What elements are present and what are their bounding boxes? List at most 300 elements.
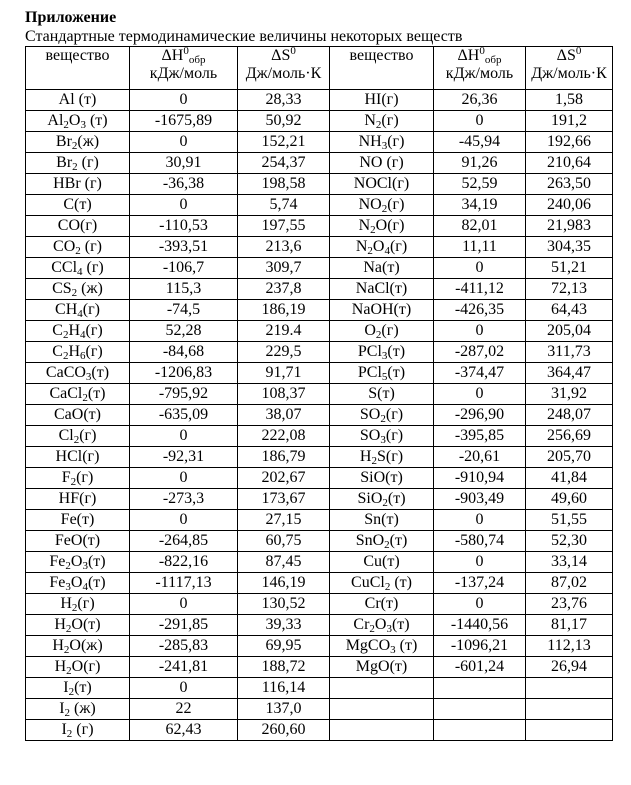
formula-part: (т) bbox=[387, 490, 406, 507]
formula-subscript: 2 bbox=[65, 560, 71, 572]
formula-part: NH bbox=[358, 133, 382, 150]
enthalpy-cell-left: 22 bbox=[130, 699, 238, 720]
formula-subscript: 2 bbox=[66, 728, 73, 740]
formula-subscript: 2 bbox=[63, 119, 69, 131]
entropy-cell-left: 91,71 bbox=[238, 363, 330, 384]
substance-cell-left bbox=[26, 510, 130, 531]
substance-cell-left bbox=[26, 699, 130, 720]
formula-part: SiO bbox=[357, 490, 383, 507]
table-row bbox=[26, 657, 613, 678]
substance-cell-left bbox=[26, 447, 130, 468]
entropy-cell-right: 112,13 bbox=[526, 636, 613, 657]
formula-part: SnO bbox=[355, 532, 385, 549]
entropy-cell-left: 254,37 bbox=[238, 153, 330, 174]
formula-part: H bbox=[60, 595, 72, 612]
formula-part: O bbox=[372, 238, 385, 255]
formula-part: CO(г) bbox=[57, 217, 98, 234]
formula-part: SiO(т) bbox=[360, 469, 403, 486]
table-row bbox=[26, 174, 613, 195]
formula-part: N bbox=[355, 238, 368, 255]
enthalpy-cell-left: 0 bbox=[130, 90, 238, 111]
formula-part: O(т) bbox=[71, 616, 101, 633]
formula-part: Br bbox=[56, 154, 73, 171]
dh-sub: обр bbox=[188, 54, 206, 66]
formula-subscript: 3 bbox=[381, 140, 388, 152]
formula-subscript: 2 bbox=[62, 350, 69, 362]
table-row bbox=[26, 258, 613, 279]
enthalpy-cell-left: 0 bbox=[130, 195, 238, 216]
enthalpy-cell-left: -36,38 bbox=[130, 174, 238, 195]
entropy-cell-left: 213,6 bbox=[238, 237, 330, 258]
substance-cell-left bbox=[26, 531, 130, 552]
table-row bbox=[26, 552, 613, 573]
table-row bbox=[26, 615, 613, 636]
entropy-cell-right: 248,07 bbox=[526, 405, 613, 426]
substance-cell-right bbox=[330, 237, 434, 258]
entropy-cell-right bbox=[526, 678, 613, 699]
substance-cell-right bbox=[330, 363, 434, 384]
header-substance-label: вещество bbox=[349, 47, 414, 64]
formula-part: N bbox=[358, 217, 371, 234]
formula-part: I bbox=[63, 679, 69, 696]
formula-part: S(т) bbox=[368, 385, 395, 402]
substance-cell-left bbox=[26, 279, 130, 300]
enthalpy-cell-left: 62,43 bbox=[130, 720, 238, 741]
formula-part: I bbox=[61, 721, 67, 738]
formula-part: O bbox=[70, 574, 83, 591]
substance-cell-left bbox=[26, 153, 130, 174]
substance-cell-right bbox=[330, 552, 434, 573]
formula-part: HCl(г) bbox=[55, 448, 100, 465]
formula-part: MgO(т) bbox=[355, 658, 408, 675]
formula-subscript: 4 bbox=[80, 329, 86, 341]
formula-part: (ж) bbox=[77, 133, 100, 150]
formula-part: PCl bbox=[357, 343, 382, 360]
header-substance-right bbox=[330, 47, 434, 90]
substance-cell-left bbox=[26, 594, 130, 615]
formula-part: (г) bbox=[385, 427, 404, 444]
substance-cell-right bbox=[330, 594, 434, 615]
substance-cell-right bbox=[330, 426, 434, 447]
enthalpy-cell-right: -910,94 bbox=[434, 468, 526, 489]
header-ds-left bbox=[238, 47, 330, 90]
enthalpy-cell-left: 0 bbox=[130, 678, 238, 699]
formula-part: N bbox=[364, 112, 376, 129]
enthalpy-cell-left: -1675,89 bbox=[130, 111, 238, 132]
formula-part: NOCl(г) bbox=[353, 175, 410, 192]
table-row bbox=[26, 678, 613, 699]
header-dh-unit: кДж/моль bbox=[445, 65, 514, 82]
dh-sup: 0 bbox=[479, 46, 485, 57]
entropy-cell-left: 186,19 bbox=[238, 300, 330, 321]
substance-cell-left bbox=[26, 636, 130, 657]
enthalpy-cell-left: 52,28 bbox=[130, 321, 238, 342]
substance-cell-right bbox=[330, 258, 434, 279]
formula-subscript: 2 bbox=[370, 224, 376, 236]
entropy-cell-left: 28,33 bbox=[238, 90, 330, 111]
formula-part: O bbox=[70, 553, 83, 570]
enthalpy-cell-right: -580,74 bbox=[434, 531, 526, 552]
enthalpy-cell-right: 0 bbox=[434, 321, 526, 342]
enthalpy-cell-right: -374,47 bbox=[434, 363, 526, 384]
formula-part: (т) bbox=[391, 616, 410, 633]
entropy-cell-right: 311,73 bbox=[526, 342, 613, 363]
formula-subscript: 3 bbox=[82, 560, 88, 572]
enthalpy-cell-left: -241,81 bbox=[130, 657, 238, 678]
formula-part: H bbox=[68, 343, 80, 360]
formula-part: H bbox=[68, 322, 80, 339]
formula-part: NaCl(т) bbox=[355, 280, 408, 297]
formula-subscript: 2 bbox=[384, 581, 391, 593]
substance-cell-right bbox=[330, 489, 434, 510]
entropy-cell-left: 69,95 bbox=[238, 636, 330, 657]
entropy-cell-right: 205,70 bbox=[526, 447, 613, 468]
formula-part: Fe bbox=[49, 574, 66, 591]
enthalpy-cell-left: 0 bbox=[130, 426, 238, 447]
substance-cell-right bbox=[330, 195, 434, 216]
formula-subscript: 3 bbox=[380, 434, 386, 446]
formula-part: NO bbox=[358, 196, 382, 213]
entropy-cell-right: 72,13 bbox=[526, 279, 613, 300]
substance-cell-right bbox=[330, 615, 434, 636]
table-row bbox=[26, 447, 613, 468]
formula-subscript: 4 bbox=[82, 581, 88, 593]
entropy-cell-left: 222,08 bbox=[238, 426, 330, 447]
entropy-cell-left: 237,8 bbox=[238, 279, 330, 300]
entropy-cell-left: 309,7 bbox=[238, 258, 330, 279]
table-row bbox=[26, 573, 613, 594]
enthalpy-cell-left: -795,92 bbox=[130, 384, 238, 405]
substance-cell-right bbox=[330, 132, 434, 153]
formula-subscript: 2 bbox=[62, 329, 69, 341]
formula-part: (т) bbox=[387, 343, 406, 360]
substance-cell-left bbox=[26, 195, 130, 216]
formula-part: CCl bbox=[51, 259, 78, 276]
entropy-cell-right: 81,17 bbox=[526, 615, 613, 636]
entropy-cell-left: 130,52 bbox=[238, 594, 330, 615]
formula-part: (т) bbox=[74, 679, 92, 696]
formula-part: H bbox=[359, 448, 372, 465]
formula-subscript: 2 bbox=[68, 686, 75, 698]
formula-subscript: 2 bbox=[75, 245, 81, 257]
substance-cell-right bbox=[330, 510, 434, 531]
substance-cell-left bbox=[26, 258, 130, 279]
entropy-cell-right: 364,47 bbox=[526, 363, 613, 384]
formula-subscript: 2 bbox=[382, 497, 388, 509]
substance-cell-right bbox=[330, 90, 434, 111]
formula-part: O(г) bbox=[71, 658, 101, 675]
enthalpy-cell-right: 0 bbox=[434, 258, 526, 279]
table-row bbox=[26, 594, 613, 615]
formula-subscript: 3 bbox=[80, 119, 86, 131]
substance-cell-left bbox=[26, 363, 130, 384]
table-row bbox=[26, 300, 613, 321]
formula-subscript: 2 bbox=[82, 392, 88, 404]
formula-subscript: 2 bbox=[66, 665, 72, 677]
enthalpy-cell-left: 0 bbox=[130, 594, 238, 615]
formula-part: (ж) bbox=[77, 280, 103, 297]
enthalpy-cell-right bbox=[434, 678, 526, 699]
formula-part: NO (г) bbox=[359, 154, 404, 171]
entropy-cell-right: 263,50 bbox=[526, 174, 613, 195]
entropy-cell-right: 191,2 bbox=[526, 111, 613, 132]
formula-part: F bbox=[61, 469, 71, 486]
entropy-cell-right: 31,92 bbox=[526, 384, 613, 405]
substance-cell-right bbox=[330, 636, 434, 657]
formula-part: CuCl bbox=[351, 574, 385, 591]
formula-part: CaCl bbox=[49, 385, 83, 402]
formula-part: Al bbox=[47, 112, 64, 129]
formula-part: HF(г) bbox=[58, 490, 97, 507]
substance-cell-left bbox=[26, 384, 130, 405]
formula-part: Cu(т) bbox=[363, 553, 400, 570]
formula-part: HI(г) bbox=[364, 91, 399, 108]
table-header-row bbox=[26, 47, 613, 90]
table-body bbox=[26, 90, 613, 741]
entropy-cell-left: 202,67 bbox=[238, 468, 330, 489]
substance-cell-left bbox=[26, 237, 130, 258]
ds-sup: 0 bbox=[575, 46, 582, 57]
entropy-cell-right: 41,84 bbox=[526, 468, 613, 489]
enthalpy-cell-left: -635,09 bbox=[130, 405, 238, 426]
formula-subscript: 2 bbox=[375, 119, 382, 131]
enthalpy-cell-left: -1117,13 bbox=[130, 573, 238, 594]
enthalpy-cell-right: 0 bbox=[434, 510, 526, 531]
substance-cell-right bbox=[330, 531, 434, 552]
table-row bbox=[26, 699, 613, 720]
substance-cell-right bbox=[330, 699, 434, 720]
substance-cell-right bbox=[330, 216, 434, 237]
header-ds-right bbox=[526, 47, 613, 90]
enthalpy-cell-right: -426,35 bbox=[434, 300, 526, 321]
substance-cell-right bbox=[330, 447, 434, 468]
ds-sup: 0 bbox=[290, 46, 296, 57]
enthalpy-cell-right: -395,85 bbox=[434, 426, 526, 447]
formula-part: S(г) bbox=[376, 448, 404, 465]
enthalpy-cell-right: -903,49 bbox=[434, 489, 526, 510]
table-row bbox=[26, 405, 613, 426]
formula-part: Cr(т) bbox=[364, 595, 399, 612]
enthalpy-cell-left: -92,31 bbox=[130, 447, 238, 468]
entropy-cell-left: 152,21 bbox=[238, 132, 330, 153]
table-row bbox=[26, 363, 613, 384]
entropy-cell-right: 26,94 bbox=[526, 657, 613, 678]
enthalpy-cell-left: -106,7 bbox=[130, 258, 238, 279]
substance-cell-right bbox=[330, 720, 434, 741]
formula-part: CaO(т) bbox=[54, 406, 101, 423]
entropy-cell-right: 52,30 bbox=[526, 531, 613, 552]
header-ds-unit: Дж/моль·К bbox=[245, 65, 322, 82]
substance-cell-left bbox=[26, 489, 130, 510]
formula-part: CaCO bbox=[45, 364, 86, 381]
entropy-cell-right: 87,02 bbox=[526, 573, 613, 594]
formula-part: (т) bbox=[87, 574, 106, 591]
enthalpy-cell-right bbox=[434, 720, 526, 741]
formula-part: (т) bbox=[395, 637, 418, 654]
substance-cell-right bbox=[330, 405, 434, 426]
formula-part: (г) bbox=[385, 406, 404, 423]
enthalpy-cell-right: 0 bbox=[434, 594, 526, 615]
enthalpy-cell-right: -411,12 bbox=[434, 279, 526, 300]
table-row bbox=[26, 636, 613, 657]
table-row bbox=[26, 342, 613, 363]
formula-part: (г) bbox=[80, 238, 102, 255]
substance-cell-left bbox=[26, 174, 130, 195]
header-substance-label: вещество bbox=[45, 47, 110, 64]
entropy-cell-left: 39,33 bbox=[238, 615, 330, 636]
enthalpy-cell-left: -264,85 bbox=[130, 531, 238, 552]
entropy-cell-left: 38,07 bbox=[238, 405, 330, 426]
entropy-cell-right: 210,64 bbox=[526, 153, 613, 174]
enthalpy-cell-right: -601,24 bbox=[434, 657, 526, 678]
header-dh-right bbox=[434, 47, 526, 90]
entropy-cell-right: 64,43 bbox=[526, 300, 613, 321]
substance-cell-right bbox=[330, 468, 434, 489]
formula-part: (г) bbox=[387, 196, 405, 213]
formula-part: O(ж) bbox=[69, 637, 103, 654]
formula-part: Fe bbox=[49, 553, 66, 570]
table-row bbox=[26, 111, 613, 132]
entropy-cell-right bbox=[526, 720, 613, 741]
header-substance-left bbox=[26, 47, 130, 90]
entropy-cell-left: 87,45 bbox=[238, 552, 330, 573]
dh-symbol: ΔH bbox=[457, 47, 480, 64]
substance-cell-right bbox=[330, 279, 434, 300]
formula-part: (т) bbox=[389, 532, 408, 549]
formula-part: (ж) bbox=[70, 700, 96, 717]
table-row bbox=[26, 384, 613, 405]
substance-cell-right bbox=[330, 678, 434, 699]
enthalpy-cell-right: 0 bbox=[434, 111, 526, 132]
enthalpy-cell-left: -273,3 bbox=[130, 489, 238, 510]
formula-part: (г) bbox=[72, 721, 94, 738]
header-dh-symbol bbox=[434, 47, 525, 65]
substance-cell-left bbox=[26, 615, 130, 636]
entropy-cell-right: 51,21 bbox=[526, 258, 613, 279]
enthalpy-cell-left: -285,83 bbox=[130, 636, 238, 657]
entropy-cell-right: 205,04 bbox=[526, 321, 613, 342]
enthalpy-cell-right: 52,59 bbox=[434, 174, 526, 195]
formula-part: Cr bbox=[353, 616, 370, 633]
dh-symbol: ΔH bbox=[161, 47, 184, 64]
enthalpy-cell-right: 0 bbox=[434, 552, 526, 573]
formula-subscript: 2 bbox=[65, 623, 72, 635]
entropy-cell-right: 240,06 bbox=[526, 195, 613, 216]
enthalpy-cell-right: 26,36 bbox=[434, 90, 526, 111]
substance-cell-right bbox=[330, 174, 434, 195]
formula-subscript: 2 bbox=[367, 245, 373, 257]
substance-cell-left bbox=[26, 468, 130, 489]
formula-subscript: 2 bbox=[70, 476, 77, 488]
enthalpy-cell-left: -1206,83 bbox=[130, 363, 238, 384]
substance-cell-left bbox=[26, 552, 130, 573]
formula-part: HBr (г) bbox=[53, 175, 102, 192]
substance-cell-right bbox=[330, 384, 434, 405]
substance-cell-left bbox=[26, 132, 130, 153]
formula-part: (т) bbox=[387, 364, 406, 381]
substance-cell-left bbox=[26, 321, 130, 342]
formula-part: CH bbox=[55, 301, 78, 318]
formula-subscript: 2 bbox=[369, 623, 375, 635]
table-row bbox=[26, 153, 613, 174]
substance-cell-left bbox=[26, 300, 130, 321]
formula-subscript: 3 bbox=[381, 350, 388, 362]
formula-subscript: 2 bbox=[64, 707, 71, 719]
formula-part: Na(т) bbox=[363, 259, 400, 276]
header-ds-symbol bbox=[526, 47, 612, 65]
formula-part: Fe(т) bbox=[60, 511, 95, 528]
table-row bbox=[26, 468, 613, 489]
formula-part: NaOH(т) bbox=[351, 301, 412, 318]
enthalpy-cell-right: -20,61 bbox=[434, 447, 526, 468]
entropy-cell-left: 198,58 bbox=[238, 174, 330, 195]
formula-part: C bbox=[52, 343, 63, 360]
substance-cell-right bbox=[330, 321, 434, 342]
formula-part: O bbox=[364, 322, 376, 339]
formula-part: (г) bbox=[381, 112, 399, 129]
enthalpy-cell-left: 30,91 bbox=[130, 153, 238, 174]
formula-part: C bbox=[52, 322, 63, 339]
formula-subscript: 2 bbox=[380, 413, 386, 425]
header-ds-symbol bbox=[238, 47, 329, 65]
dh-sup: 0 bbox=[183, 46, 189, 57]
entropy-cell-left: 5,74 bbox=[238, 195, 330, 216]
table-row bbox=[26, 720, 613, 741]
formula-subscript: 2 bbox=[371, 455, 377, 467]
formula-part: (г) bbox=[76, 469, 94, 486]
entropy-cell-right: 33,14 bbox=[526, 552, 613, 573]
entropy-cell-right: 21,983 bbox=[526, 216, 613, 237]
entropy-cell-left: 186,79 bbox=[238, 447, 330, 468]
formula-part: Al (т) bbox=[58, 91, 97, 108]
table-row bbox=[26, 90, 613, 111]
enthalpy-cell-right: 82,01 bbox=[434, 216, 526, 237]
substance-cell-left bbox=[26, 111, 130, 132]
formula-part: O bbox=[374, 616, 387, 633]
enthalpy-cell-right bbox=[434, 699, 526, 720]
table-row bbox=[26, 426, 613, 447]
entropy-cell-right: 1,58 bbox=[526, 90, 613, 111]
substance-cell-right bbox=[330, 342, 434, 363]
enthalpy-cell-right: 91,26 bbox=[434, 153, 526, 174]
enthalpy-cell-right: 0 bbox=[434, 384, 526, 405]
page-heading: Приложение bbox=[25, 9, 117, 26]
substance-cell-right bbox=[330, 153, 434, 174]
formula-part: (г) bbox=[79, 427, 97, 444]
formula-part: (т) bbox=[85, 112, 108, 129]
formula-subscript: 3 bbox=[386, 623, 392, 635]
enthalpy-cell-left: 0 bbox=[130, 510, 238, 531]
entropy-cell-left: 108,37 bbox=[238, 384, 330, 405]
formula-part: H bbox=[54, 616, 66, 633]
entropy-cell-left: 197,55 bbox=[238, 216, 330, 237]
formula-part: O bbox=[68, 112, 81, 129]
formula-subscript: 3 bbox=[65, 581, 71, 593]
formula-part: Br bbox=[55, 133, 72, 150]
formula-part: Cl bbox=[58, 427, 74, 444]
substance-cell-right bbox=[330, 111, 434, 132]
enthalpy-cell-left: -291,85 bbox=[130, 615, 238, 636]
formula-subscript: 4 bbox=[384, 245, 390, 257]
formula-part: (т) bbox=[390, 574, 412, 591]
formula-part: (г) bbox=[77, 595, 95, 612]
table-row bbox=[26, 216, 613, 237]
enthalpy-cell-left: 0 bbox=[130, 468, 238, 489]
entropy-cell-right bbox=[526, 699, 613, 720]
entropy-cell-right: 304,35 bbox=[526, 237, 613, 258]
table-row bbox=[26, 531, 613, 552]
enthalpy-cell-left: -393,51 bbox=[130, 237, 238, 258]
